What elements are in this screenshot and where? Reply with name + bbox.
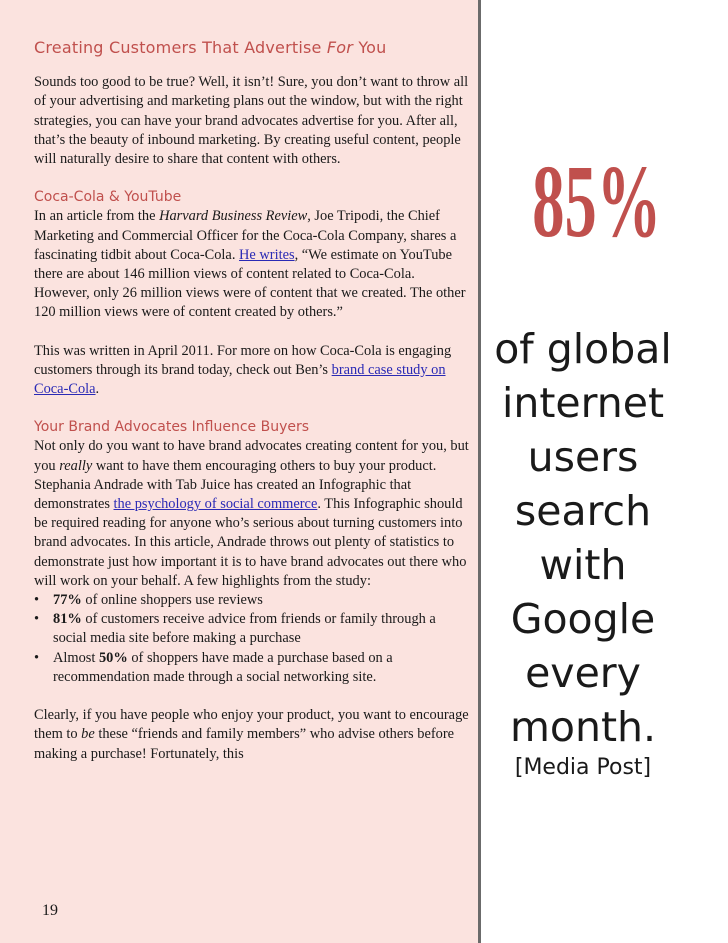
social-commerce-link[interactable]: the psychology of social commerce [113, 496, 318, 513]
cocacola-paragraph: In an article from the Harvard Business Review, Joe Tripodi, the Chief Marketing and Commercial Officer for the Coca-Cola Company, shares a fascinating tidbit about Coca-Cola. He writes, “We estimate on YouTube there are about 146 million views of content related to Coca-Cola. However, only 26 million views were of content that we created. The other 120 million views were of content created by others.” [34, 208, 466, 321]
list-item: • Almost 50% of shoppers have made a purchase based on a recommendation made through a social networking site. [34, 649, 393, 685]
closing-paragraph: Clearly, if you have people who enjoy your product, you want to encourage them to be these “friends and family members” who advise others before making a purchase! Fortunately, this [34, 707, 469, 762]
page-title-end: You [353, 38, 387, 57]
page-number: 19 [42, 902, 58, 919]
advocates-paragraph: Not only do you want to have brand advocates creating content for you, but you really want to have them encouraging others to buy your product. Stephania Andrade with Tab Juice has created an Infographic that demonstrates the psychology of social commerce. This Infographic should be required reading for anyone who’s serious about turning customers into brand advocates. In this article, Andrade throws out plenty of statistics to demonstrate just how important it is to have brand advocates out there who will work on your behalf. A few highlights from the study: [34, 438, 469, 589]
list-item: • 81% of customers receive advice from friends or family through a social media site before making a purchase [34, 611, 436, 647]
emphasis-be: be [81, 726, 95, 743]
section-heading-advocates: Your Brand Advocates Influence Buyers [34, 419, 310, 436]
page-title-start: Creating Customers That Advertise [34, 38, 327, 57]
hbr-title: Harvard Business Review [159, 208, 308, 225]
bullet-icon: • [34, 611, 40, 628]
page-title [34, 38, 472, 57]
page-title-emphasis: For [326, 38, 354, 57]
intro-paragraph: Sounds too good to be true? Well, it isn’t! Sure, you don’t want to throw all of your advertising and marketing plans out the window, but with the right strategies, you can have your brand advocates advertise for you. After all, that’s the beauty of inbound marketing. By creating useful content, people will naturally desire to share that content with others. [34, 74, 469, 168]
stat-description: of global internet users search with Google every month. [494, 325, 672, 751]
highlights-list [34, 591, 472, 687]
stat-figure: 85% [532, 144, 662, 259]
list-item: • 77% of online shoppers use reviews [34, 591, 472, 610]
brand-case-study-link[interactable]: brand case study on Coca-Cola [34, 361, 446, 398]
he-writes-link[interactable]: He writes [239, 246, 295, 263]
column-divider [478, 0, 481, 943]
bullet-icon: • [34, 592, 40, 609]
cocacola-followup-paragraph: This was written in April 2011. For more on how Coca-Cola is engaging customers through its brand today, check out Ben’s brand case study on Coca-Cola. [34, 342, 452, 398]
bullet-icon: • [34, 649, 40, 666]
stat-source: [Media Post] [514, 755, 652, 780]
emphasis-really: really [59, 457, 93, 474]
article-body [34, 38, 472, 764]
section-heading-cocacola: Coca-Cola & YouTube [34, 189, 182, 206]
